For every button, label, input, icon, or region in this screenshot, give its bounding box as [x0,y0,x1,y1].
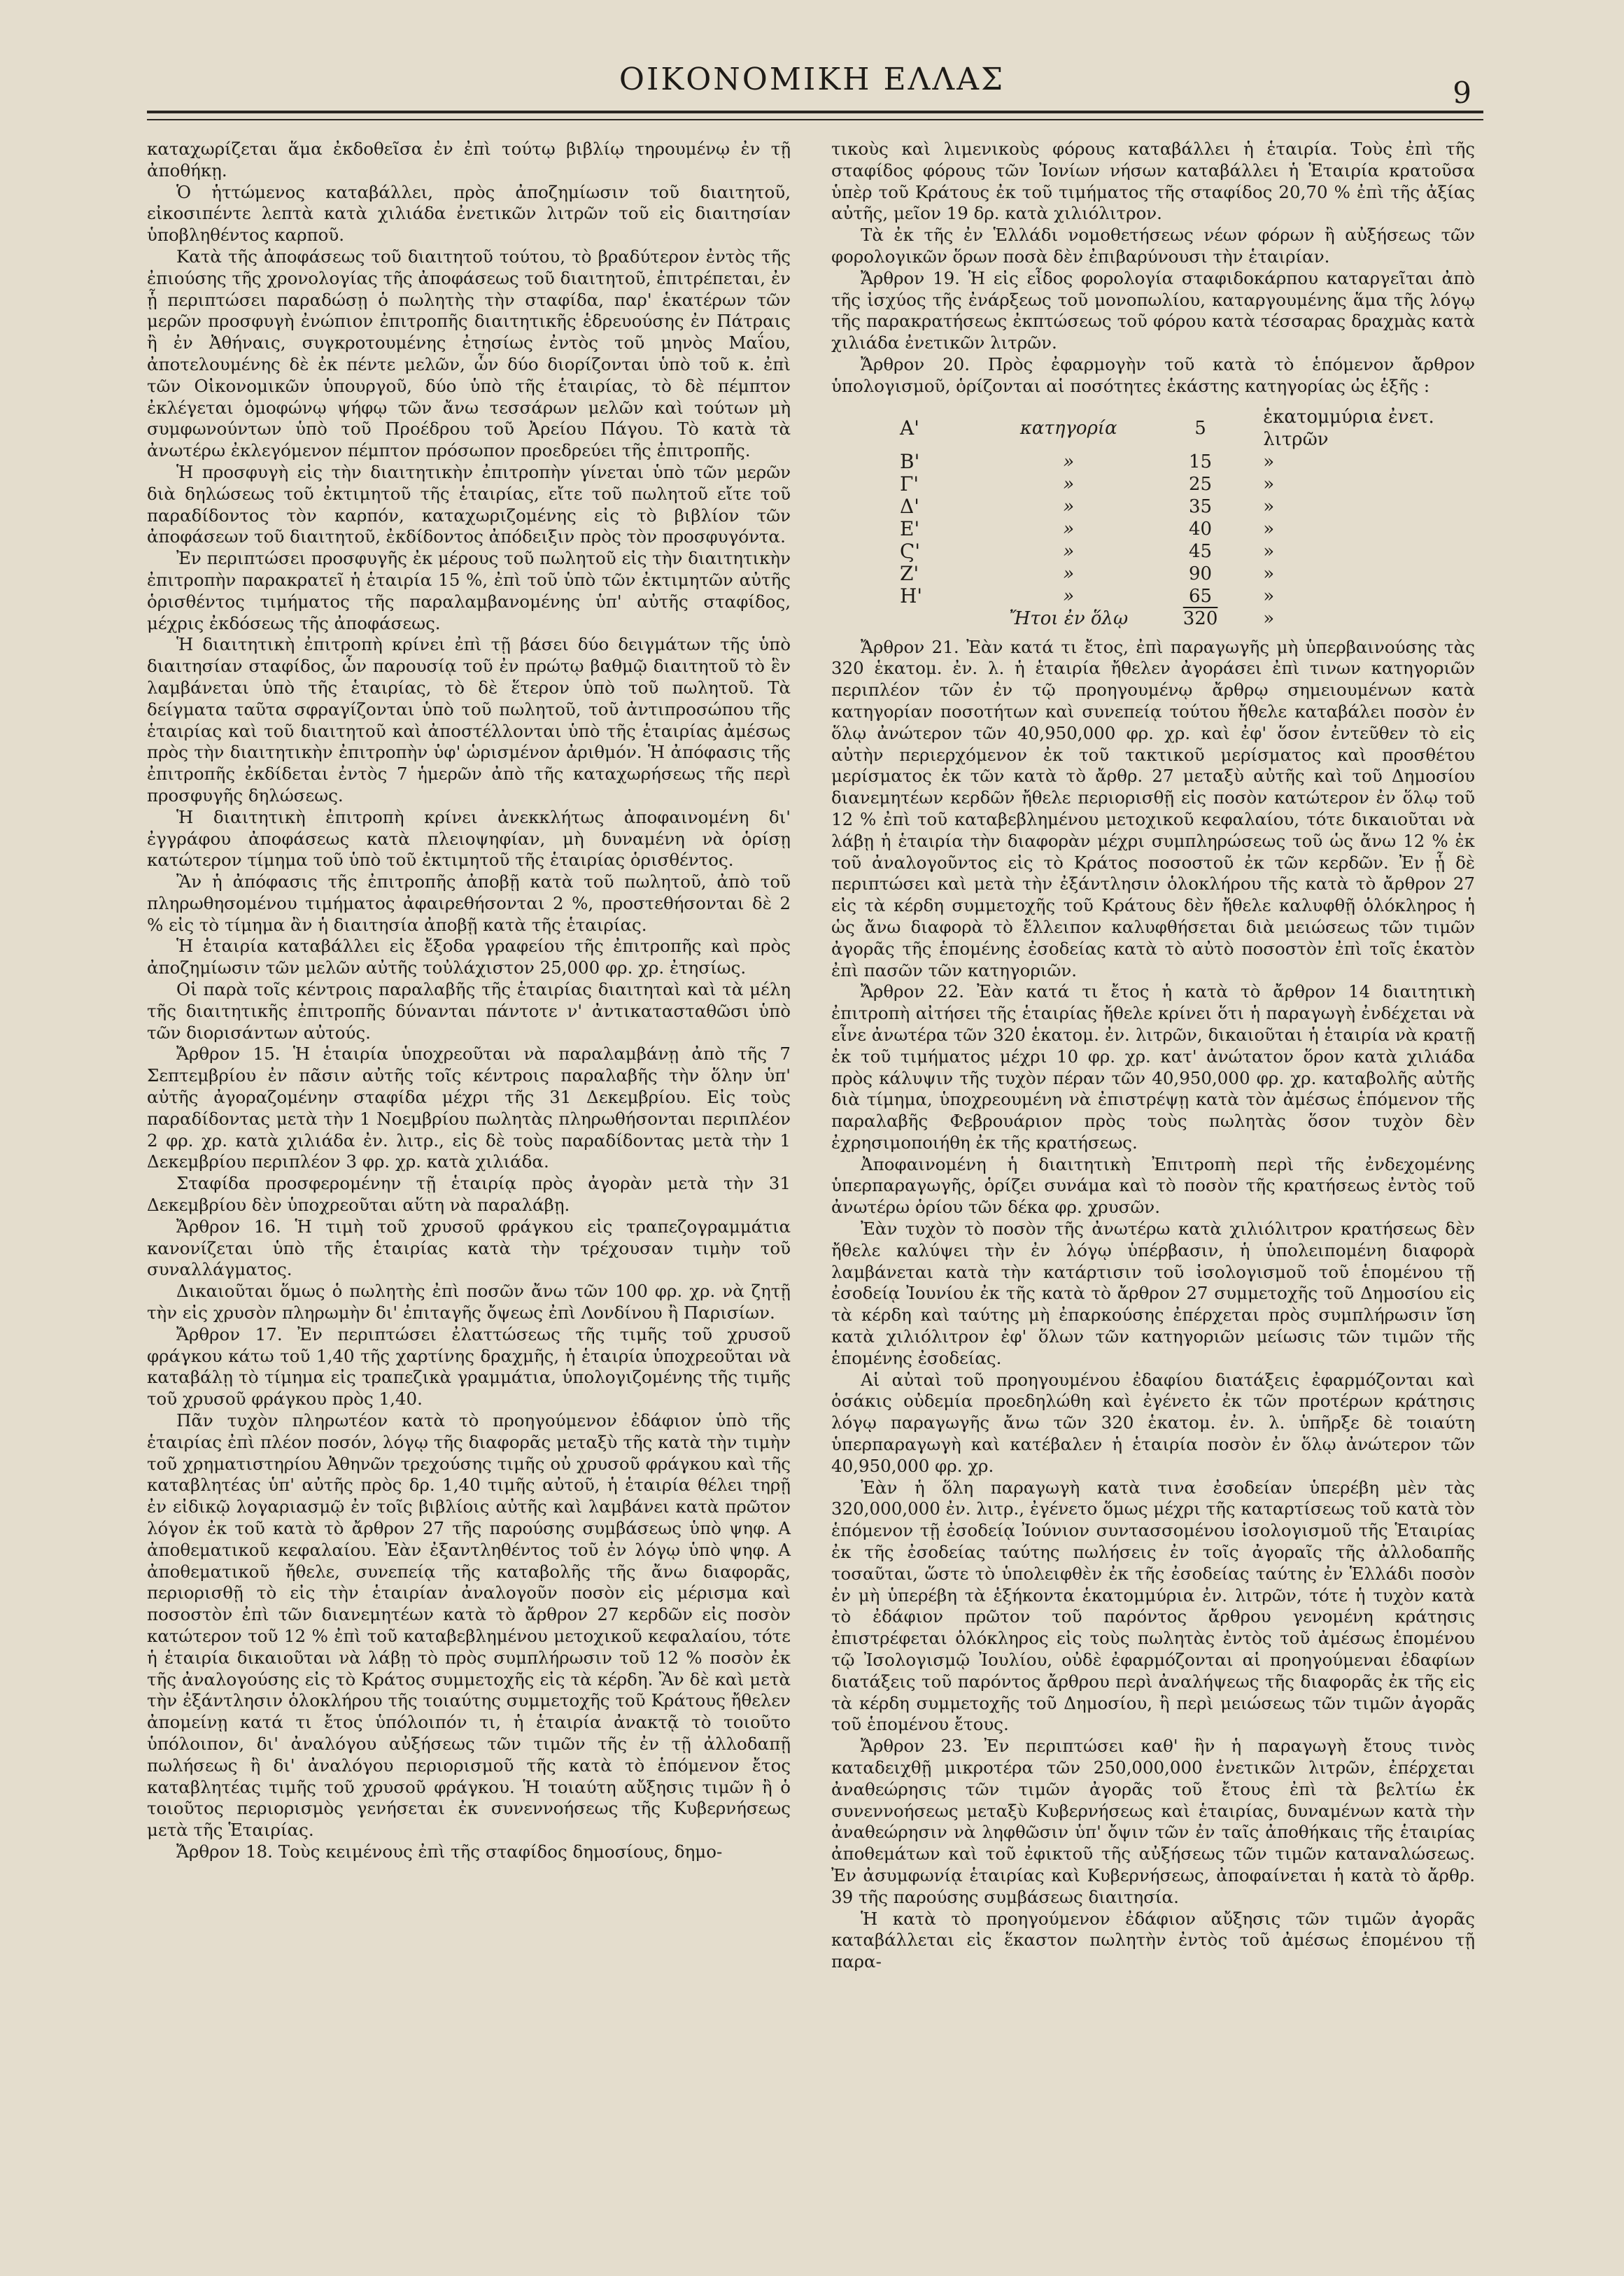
category-unit: » [1263,563,1275,584]
empty-cell [887,607,987,630]
paragraph: Ἄρθρον 20. Πρὸς ἐφαρμογὴν τοῦ κατὰ τὸ ἑπόμενον ἄρθρον ὑπολογισμοῦ, ὁρίζονται αἱ ποσότητες ἑκάστης κατηγορίας ὡς ἑξῆς : [831,353,1475,396]
paragraph: Σταφίδα προσφερομένην τῇ ἑταιρίᾳ πρὸς ἀγορὰν μετὰ τὴν 31 Δεκεμβρίου δὲν ὑποχρεοῦται αὕτη νὰ παραλάβῃ. [147,1173,791,1216]
category-value: 40 [1189,518,1213,540]
left-column [147,139,791,1863]
category-label: » [1063,451,1075,472]
category-value: 35 [1189,496,1213,517]
paragraph: Ἄρθρον 16. Ἡ τιμὴ τοῦ χρυσοῦ φράγκου εἰς τραπεζογραμμάτια κανονίζεται ὑπὸ τῆς ἑταιρίας κατὰ τὴν τρέχουσαν τιμὴν τοῦ συναλλάγματος. [147,1216,791,1280]
category-row [887,585,1475,607]
category-label: » [1063,518,1075,540]
category-total-row [887,607,1475,630]
paragraph: Ἀποφαινομένη ἡ διαιτητικὴ Ἐπιτροπὴ περὶ τῆς ἐνδεχομένης ὑπερπαραγωγῆς, ὁρίζει συνάμα καὶ τὸ ποσὸν τῆς κρατήσεως ἐντὸς τοῦ ἀνωτέρω ὁρίου τῶν δέκα φρ. χρυσῶν. [831,1153,1475,1218]
paragraph: Ὁ ἡττώμενος καταβάλλει, πρὸς ἀποζημίωσιν τοῦ διαιτητοῦ, εἰκοσιπέντε λεπτὰ κατὰ χιλιάδα ἐνετικῶν λιτρῶν τοῦ εἰς διαιτησίαν ὑποβληθέντος καρποῦ. [147,181,791,246]
category-unit: » [1263,518,1275,540]
paragraph: Δικαιοῦται ὅμως ὁ πωλητὴς ἐπὶ ποσῶν ἄνω τῶν 100 φρ. χρ. νὰ ζητῇ τὴν εἰς χρυσὸν πληρωμὴν δι' ἐπιταγῆς ὄψεως ἐπὶ Λονδίνου ἢ Παρισίων. [147,1281,791,1323]
category-letter: Β' [900,449,920,473]
paragraph: Ἄρθρον 21. Ἐὰν κατά τι ἔτος, ἐπὶ παραγωγῆς μὴ ὑπερβαινούσης τὰς 320 ἑκατομ. ἐν. λ. ἡ ἑταιρία ἤθελεν ἀγοράσει ἐπὶ τινων κατηγοριῶν περιπλέον τῶν ἐν τῷ προηγουμένῳ ἄρθρῳ σημειουμένων κατὰ κατηγορίαν ποσοτήτων καὶ συνεπείᾳ τούτου ἤθελε καταβάλει ποσὸν ἐν ὅλῳ ἀνώτερον τῶν 40,950,000 φρ. χρ. καὶ ἐφ' ὅσον ἐντεῦθεν τὸ εἰς αὐτὴν περιερχόμενον ἐκ τοῦ τακτικοῦ μερίσματος καὶ προσθέτου μερίσματος ἐκ τῶν κατὰ τὸ ἄρθρ. 27 μεταξὺ αὐτῆς καὶ τοῦ Δημοσίου διανεμητέων κερδῶν ἤθελε περιορισθῇ εἰς ποσὸν κατώτερον ἐν ὅλῳ τοῦ 12 % ἐπὶ τοῦ καταβεβλημένου μετοχικοῦ κεφαλαίου, τότε δικαιοῦται νὰ λάβῃ ἡ ἑταιρία τὴν διαφορὰν μέχρι συμπληρώσεως τοῦ ὡς ἄνω 12 % ἐκ τοῦ ἀναλογοῦντος εἰς τὸ Κράτος ποσοστοῦ ἐκ τῶν κερδῶν. Ἐν ᾗ δὲ περιπτώσει καὶ μετὰ τὴν ἐξάντλησιν ὁλοκλήρου τῆς κατὰ τὸ ἄρθρον 27 εἰς τὰ κέρδη συμμετοχῆς τοῦ Κράτους δὲν ἤθελε καλυφθῇ ὁλόκληρος ἡ ὡς ἄνω διαφορὰ τὸ ἔλλειπον καλυφθήσεται διὰ μειώσεως τῶν τιμῶν ἀγορᾶς τῆς ἑπομένης ἐσοδείας κατὰ τὸ αὐτὸ ποσοστὸν ἐπὶ τοῖς ἑκατὸν ἐπὶ πασῶν τῶν κατηγοριῶν. [831,636,1475,981]
page-number: 9 [1453,76,1471,110]
paragraph: Ἡ ἑταιρία καταβάλλει εἰς ἔξοδα γραφείου τῆς ἐπιτροπῆς καὶ πρὸς ἀποζημίωσιν τῶν μελῶν αὐτῆς τοὐλάχιστον 25,000 φρ. χρ. ἐτησίως. [147,936,791,978]
paragraph: Ἡ κατὰ τὸ προηγούμενον ἐδάφιον αὔξησις τῶν τιμῶν ἀγορᾶς καταβάλλεται εἰς ἕκαστον πωλητὴν ἐντὸς τοῦ ἀμέσως ἑπομένου τῇ παρα- [831,1908,1475,1972]
category-letter: Γ' [900,472,919,496]
category-unit: » [1263,451,1275,472]
paragraph: τικοὺς καὶ λιμενικοὺς φόρους καταβάλλει ἡ ἑταιρία. Τοὺς ἐπὶ τῆς σταφίδος φόρους τῶν Ἰονίων νήσων καταβάλλει ἡ Ἑταιρία κρατοῦσα ὑπὲρ τοῦ Κράτους ἐκ τοῦ τιμήματος τῆς σταφίδος 20,70 % ἐπὶ τῆς ἀξίας αὐτῆς, μεῖον 19 δρ. κατὰ χιλιόλιτρον. [831,139,1475,224]
running-title: ΟΙΚΟΝΟΜΙΚΗ ΕΛΛΑΣ [619,62,1005,97]
paragraph: Κατὰ τῆς ἀποφάσεως τοῦ διαιτητοῦ τούτου, τὸ βραδύτερον ἐντὸς τῆς ἐπιούσης τῆς χρονολογίας τῆς ἀποφάσεως τοῦ διαιτητοῦ, ἐπιτρέπεται, ἐν ᾗ περιπτώσει παραδώσῃ ὁ πωλητὴς τὴν σταφίδα, παρ' ἑκατέρων τῶν μερῶν προσφυγὴ ἐνώπιον ἐπιτροπῆς διαιτητικῆς ἑδρευούσης ἐν Πάτραις ἢ ἐν Ἀθήναις, συγκροτουμένης ἐτησίως ἐντὸς τοῦ μηνὸς Μαΐου, ἀποτελουμένης δὲ ἐκ πέντε μελῶν, ὧν δύο διορίζονται ὑπὸ τοῦ κ. ἐπὶ τῶν Οἰκονομικῶν ὑπουργοῦ, δύο ὑπὸ τῆς ἑταιρίας, τὸ δὲ πέμπτον ἐκλέγεται ὁμοφώνῳ ψήφῳ τῶν ἄνω τεσσάρων μελῶν καὶ τούτων μὴ συμφωνούντων ὑπὸ τοῦ Προέδρου τοῦ Ἀρείου Πάγου. Τὸ κατὰ τὰ ἀνωτέρω ἐκλεγόμενον πέμπτον πρόσωπον προεδρεύει τῆς ἐπιτροπῆς. [147,246,791,461]
category-row [887,473,1475,496]
category-row [887,563,1475,585]
category-letter: Α' [900,416,919,440]
right-column-top-text [831,139,1475,398]
total-value: 320 [1182,607,1218,629]
paragraph: Ἂν ἡ ἀπόφασις τῆς ἐπιτροπῆς ἀποβῇ κατὰ τοῦ πωλητοῦ, ἀπὸ τοῦ πληρωθησομένου τιμήματος ἀφαιρεθήσονται 2 %, προστεθήσονται δὲ 2 % εἰς τὸ τίμημα ἂν ἡ διαιτησία ἀποβῇ κατὰ τῆς ἑταιρίας. [147,871,791,935]
category-row [887,540,1475,563]
category-value: 5 [1194,417,1206,439]
category-label: » [1063,563,1075,584]
right-column [831,139,1475,1973]
category-value: 25 [1189,473,1213,495]
paragraph: Ἄρθρον 15. Ἡ ἑταιρία ὑποχρεοῦται νὰ παραλαμβάνῃ ἀπὸ τῆς 7 Σεπτεμβρίου ἐν πᾶσιν αὐτῆς τοῖς κέντροις παραλαβῆς τὴν ὅλην ὑπ' αὐτῆς ἀγοραζομένην σταφίδα μέχρι τῆς 31 Δεκεμβρίου. Εἰς τοὺς παραδίδοντας μετὰ τὴν 1 Νοεμβρίου πωλητὰς πληρωθήσονται περιπλέον 2 φρ. χρ. κατὰ χιλιάδα ἐν. λιτρ., εἰς δὲ τοὺς παραδίδοντας μετὰ τὴν 1 Δεκεμβρίου περιπλέον 3 φρ. χρ. κατὰ χιλιάδα. [147,1044,791,1172]
category-letter: Δ' [900,494,919,518]
category-row [887,496,1475,518]
paragraph: Ἄρθρον 18. Τοὺς κειμένους ἐπὶ τῆς σταφίδος δημοσίους, δημο- [176,1841,723,1862]
category-value: 45 [1189,540,1213,562]
right-column-bottom-text [831,637,1475,1973]
category-value: 15 [1189,451,1213,472]
paragraph: Ἡ προσφυγὴ εἰς τὴν διαιτητικὴν ἐπιτροπὴν γίνεται ὑπὸ τῶν μερῶν διὰ δηλώσεως τοῦ ἐκτιμητοῦ τῆς ἑταιρίας, εἴτε τοῦ πωλητοῦ εἴτε τοῦ παραδίδοντος τὸν καρπόν, καταχωριζομένης εἰς τὸ βιβλίον τῶν ἀποφάσεων τοῦ διαιτητοῦ, ἐκδίδοντος ἀπόδειξιν πρὸς τὸν προσφυγόντα. [147,461,791,547]
total-unit: » [1263,607,1275,629]
category-label: » [1063,496,1075,517]
category-unit: » [1263,540,1275,562]
paragraph: Ἐὰν ἡ ὅλη παραγωγὴ κατὰ τινα ἐσοδείαν ὑπερέβη μὲν τὰς 320,000,000 ἐν. λιτρ., ἐγένετο ὅμως μέχρι τῆς καταρτίσεως τοῦ κατὰ τὸν ἑπόμενον τῇ ἐσοδείᾳ Ἰούνιον συντασσομένου ἰσολογισμοῦ τῆς Ἑταιρίας ἐκ τῆς ἐσοδείας ταύτης πωλήσεις ἐν τοῖς ἀγοραῖς τῆς ἀλλοδαπῆς τοσαῦται, ὥστε τὸ ὑπολειφθὲν ἐκ τῆς ἐσοδείας ταύτης ἐν Ἑλλάδι ποσὸν ἐν μὴ ὑπερέβη τὰ ἑξήκοντα ἑκατομμύρια ἐν. λιτρῶν, τότε ἡ τυχὸν κατὰ τὸ ἐδάφιον πρῶτον τοῦ παρόντος ἄρθρου γενομένη κράτησις ἐπιστρέφεται ὁλόκληρος εἰς τοὺς πωλητὰς ἐντὸς τοῦ ἀμέσως ἑπομένου τῷ Ἰσολογισμῷ Ἰουλίου, οὐδὲ ἐφαρμόζονται αἱ προηγούμεναι ἐδαφίων διατάξεις τοῦ παρόντος ἄρθρου περὶ ἀναλήψεως τῆς διαφορᾶς ἐκ τῆς εἰς τὰ κέρδη συμμετοχῆς τοῦ Δημοσίου, ἢ περὶ μειώσεως τῶν τιμῶν ἀγορᾶς τοῦ ἑπομένου ἔτους. [831,1477,1475,1735]
category-letter: Ϛ' [900,539,921,563]
paragraph: Πᾶν τυχὸν πληρωτέον κατὰ τὸ προηγούμενον ἐδάφιον ὑπὸ τῆς ἑταιρίας ἐπὶ πλέον ποσόν, λόγῳ τῆς διαφορᾶς μεταξὺ τῆς κατὰ τὴν τιμὴν τοῦ χρηματιστηρίου Ἀθηνῶν τρεχούσης τιμῆς οὐ χρυσοῦ φράγκου καὶ τῆς καταβλητέας ὑπ' αὐτῆς πρὸς δρ. 1,40 τιμῆς αὐτοῦ, ἡ ἑταιρία θέλει τηρῇ ἐν εἰδικῷ λογαριασμῷ ἐν τοῖς βιβλίοις αὐτῆς καὶ λαμβάνει κατὰ πρῶτον λόγον ἐκ τοῦ κατὰ τὸ ἄρθρον 27 τῆς παρούσης συμβάσεως ὑπὸ ψηφ. Α ἀποθεματικοῦ κεφαλαίου. Ἐὰν ἐξαντληθέντος τοῦ ἐν λόγῳ ὑπὸ ψηφ. Α ἀποθεματικοῦ ἤθελε, συνεπείᾳ τῆς καταβολῆς τῆς ἄνω διαφορᾶς, περιορισθῇ τὸ εἰς τὴν ἑταιρίαν ἀναλογοῦν ποσὸν εἰς μέρισμα καὶ ποσοστὸν ἐπὶ τῶν διανεμητέων κατὰ τὸ ἄρθρον 27 κερδῶν εἰς ποσὸν κατώτερον τοῦ 12 % ἐπὶ τοῦ καταβεβλημένου μετοχικοῦ κεφαλαίου, τότε ἡ ἑταιρία δικαιοῦται νὰ λάβῃ τὸ πρὸς συμπλήρωσιν τοῦ 12 % ποσὸν ἐκ τῆς ἀναλογούσης εἰς τὸ Κράτος συμμετοχῆς εἰς τὰ κέρδη. Ἂν δὲ καὶ μετὰ τὴν ἐξάντλησιν ὁλοκλήρου τῆς τοιαύτης συμμετοχῆς τοῦ Κράτους ἤθελεν ἀπομείνῃ κατά τι ἔτος ὑπόλοιπόν τι, ἡ ἑταιρία ἀνακτᾷ τὸ τοιοῦτο ὑπόλοιπον, δι' ἀναλόγου αὐξήσεως τῶν τιμῶν τῆς ἐν τῇ ἀλλοδαπῇ πωλήσεως ἢ δι' ἀναλόγου περιορισμοῦ τῆς κατὰ τὸ ἑπόμενον ἔτος καταβλητέας τιμῆς τοῦ χρυσοῦ φράγκου. Ἡ τοιαύτη αὔξησις τιμῶν ἢ ὁ τοιοῦτος περιορισμὸς γενήσεται ἐκ συνεννοήσεως τῆς Κυβερνήσεως μετὰ τῆς Ἑταιρίας. [147,1410,791,1841]
category-letter: Ε' [900,517,920,540]
category-unit: ἑκατομμύρια ἐνετ. λιτρῶν [1263,406,1434,450]
paragraph: Οἱ παρὰ τοῖς κέντροις παραλαβῆς τῆς ἑταιρίας διαιτηταὶ καὶ τὰ μέλη τῆς διαιτητικῆς ἐπιτροπῆς δύνανται πάντοτε ν' ἀντικατασταθῶσι ὑπὸ τῶν διορισάντων αὐτούς. [147,979,791,1043]
total-label: Ἤτοι ἐν ὅλῳ [1009,607,1129,629]
category-value: 90 [1189,563,1213,584]
paragraph: Ἄρθρον 22. Ἐὰν κατά τι ἔτος ἡ κατὰ τὸ ἄρθρον 14 διαιτητικὴ ἐπιτροπὴ αἰτήσει τῆς ἑταιρίας ἤθελε κρίνει ὅτι ἡ παραγωγὴ ἐνδέχεται νὰ εἶνε ἀνωτέρα τῶν 320 ἑκατομ. ἐν. λιτρῶν, δικαιοῦται ἡ ἑταιρία νὰ κρατῇ ἐκ τοῦ τιμήματος μέχρι 10 φρ. χρ. κατ' ἀνώτατον ὅρον κατὰ χιλιάδα πρὸς κάλυψιν τῆς τυχὸν πέραν τῶν 40,950,000 φρ. χρ. καταβολῆς αὐτῆς διὰ τίμημα, ὑποχρεουμένη νὰ ἐπιστρέψῃ κατὰ τὸν ἀμέσως ἑπόμενον τῆς παραλαβῆς Φεβρουάριον πρὸς τοὺς πωλητὰς ὅσον τυχὸν δὲν ἐχρησιμοποιήθη ἐκ τῆς κρατήσεως. [831,981,1475,1153]
category-label: » [1063,540,1075,562]
category-value: 65 [1189,585,1213,607]
header-rule-thick [147,111,1483,113]
paragraph: καταχωρίζεται ἅμα ἐκδοθεῖσα ἐν ἐπὶ τούτῳ βιβλίῳ τηρουμένῳ ἐν τῇ ἀποθήκῃ. [147,139,791,181]
paragraph: Αἱ αὐταὶ τοῦ προηγουμένου ἐδαφίου διατάξεις ἐφαρμόζονται καὶ ὁσάκις οὐδεμία προεδηλώθη καὶ ἐγένετο ἐκ τῶν προτέρων κράτησις λόγῳ παραγωγῆς ἄνω τῶν 320 ἑκατομ. ἐν. λ. ὑπῆρξε δὲ τοιαύτη ὑπερπαραγωγὴ καὶ κατέβαλεν ἡ ἑταιρία ποσὸν ἐν ὅλῳ ἀνώτερον τῶν 40,950,000 φρ. χρ. [831,1369,1475,1476]
category-letter: Η' [900,584,923,607]
category-row [887,451,1475,473]
category-unit: » [1263,496,1275,517]
header-rule-thin [147,119,1483,120]
category-label: » [1063,585,1075,607]
paragraph: Ἐν περιπτώσει προσφυγῆς ἐκ μέρους τοῦ πωλητοῦ εἰς τὴν διαιτητικὴν ἐπιτροπὴν παρακρατεῖ ἡ ἑταιρία 15 %, ἐπὶ τοῦ ὑπὸ τῶν ἐκτιμητῶν αὐτῆς ὁρισθέντος τιμήματος τῆς παραλαμβανομένης ὑπ' αὐτῆς σταφίδος, μέχρις ἐκδόσεως τῆς ἀποφάσεως. [147,548,791,633]
category-unit: » [1263,473,1275,495]
paragraph: Ἡ διαιτητικὴ ἐπιτροπὴ κρίνει ἀνεκκλήτως ἀποφαινομένη δι' ἐγγράφου ἀποφάσεως κατὰ πλειοψηφίαν, μὴ δυναμένη νὰ ὁρίσῃ κατώτερον τίμημα τοῦ ὑπὸ τοῦ ἐκτιμητοῦ τῆς ἑταιρίας ὁρισθέντος. [147,806,791,871]
category-row [887,518,1475,540]
category-table [887,406,1475,630]
paragraph: Τὰ ἐκ τῆς ἐν Ἑλλάδι νομοθετήσεως νέων φόρων ἢ αὐξήσεως τῶν φορολογικῶν ὅρων ποσὰ δὲν ἐπιβαρύνουσι τὴν ἑταιρίαν. [831,225,1475,267]
category-letter: Ζ' [900,561,919,585]
category-label: » [1063,473,1075,495]
category-unit: » [1263,585,1275,607]
paragraph: Ἄρθρον 17. Ἐν περιπτώσει ἐλαττώσεως τῆς τιμῆς τοῦ χρυσοῦ φράγκου κάτω τοῦ 1,40 τῆς χαρτίνης δραχμῆς, ἡ ἑταιρία ὑποχρεοῦται νὰ καταβάλῃ τὸ τίμημα εἰς τραπεζικὰ γραμμάτια, ὑπολογιζομένης τῆς τιμῆς τοῦ χρυσοῦ φράγκου πρὸς 1,40. [147,1323,791,1410]
category-label: κατηγορία [1019,417,1117,439]
paragraph: Ἄρθρον 23. Ἐν περιπτώσει καθ' ἣν ἡ παραγωγὴ ἔτους τινὸς καταδειχθῇ μικροτέρα τῶν 250,000,000 ἐνετικῶν λιτρῶν, ἐπέρχεται ἀναθεώρησις τῶν τιμῶν ἀγορᾶς τοῦ ἔτους ἐπὶ τὰ βελτίω ἐκ συνεννοήσεως μεταξὺ Κυβερνήσεως καὶ ἑταιρίας, δυναμένων κατὰ τὴν ἀναθεώρησιν νὰ ληφθῶσιν ὑπ' ὄψιν τῶν ἐν ταῖς ἀποθήκαις τῆς ἑταιρίας ἀποθεμάτων καὶ τοῦ ἐφικτοῦ τῆς αὐξήσεως τῶν τιμῶν καταναλώσεως. Ἐν ἀσυμφωνίᾳ ἑταιρίας καὶ Κυβερνήσεως, ἀποφαίνεται ἡ κατὰ τὸ ἄρθρ. 39 τῆς παρούσης συμβάσεως διαιτησία. [831,1736,1475,1907]
category-row [887,406,1475,451]
paragraph: Ἐὰν τυχὸν τὸ ποσὸν τῆς ἀνωτέρω κατὰ χιλιόλιτρον κρατήσεως δὲν ἤθελε καλύψει τὴν ἐν λόγῳ ὑπέρβασιν, ἡ ὑπολειπομένη διαφορὰ λαμβάνεται κατὰ τὴν κατάρτισιν τοῦ ἰσολογισμοῦ τοῦ ἑπομένου τῇ ἐσοδείᾳ Ἰουνίου ἐκ τῆς κατὰ τὸ ἄρθρον 27 συμμετοχῆς τοῦ Δημοσίου εἰς τὰ κέρδη καὶ ταύτης μὴ ἐπαρκούσης ἐπέρχεται πρὸς συμπλήρωσιν ἴση κατὰ χιλιόλιτρον ἐφ' ὅλων τῶν κατηγοριῶν μείωσις τῶν τιμῶν τῆς ἑπομένης ἐσοδείας. [831,1218,1475,1368]
paragraph: Ἄρθρον 19. Ἡ εἰς εἶδος φορολογία σταφιδοκάρπου καταργεῖται ἀπὸ τῆς ἰσχύος τῆς ἐνάρξεως τοῦ μονοπωλίου, καταργουμένης ἅμα τῆς λόγῳ τῆς παρακρατήσεως ἐκπτώσεως τοῦ φόρου κατὰ τέσσαρας δραχμὰς κατὰ χιλιάδα ἐνετικῶν λιτρῶν. [831,267,1475,353]
paragraph: Ἡ διαιτητικὴ ἐπιτροπὴ κρίνει ἐπὶ τῇ βάσει δύο δειγμάτων τῆς ὑπὸ διαιτησίαν σταφίδος, ὧν παρουσίᾳ τοῦ ἐν πρώτῳ βαθμῷ διαιτητοῦ τὸ ἓν λαμβάνεται ὑπὸ τῆς ἑταιρίας, τὸ δὲ ἕτερον ὑπὸ τοῦ πωλητοῦ. Τὰ δείγματα ταῦτα σφραγίζονται ὑπὸ τοῦ πωλητοῦ, τοῦ ἀντιπροσώπου τῆς ἑταιρίας καὶ τοῦ διαιτητοῦ καὶ ἀποστέλλονται ὑπὸ τῆς ἑταιρίας ἀμέσως πρὸς τὴν διαιτητικὴν ἐπιτροπὴν ὑφ' ὡρισμένον ἀριθμόν. Ἡ ἀπόφασις τῆς ἐπιτροπῆς ἐκδίδεται ἐντὸς 7 ἡμερῶν ἀπὸ τῆς καταχωρήσεως τῆς περὶ προσφυγῆς δηλώσεως. [147,634,791,806]
